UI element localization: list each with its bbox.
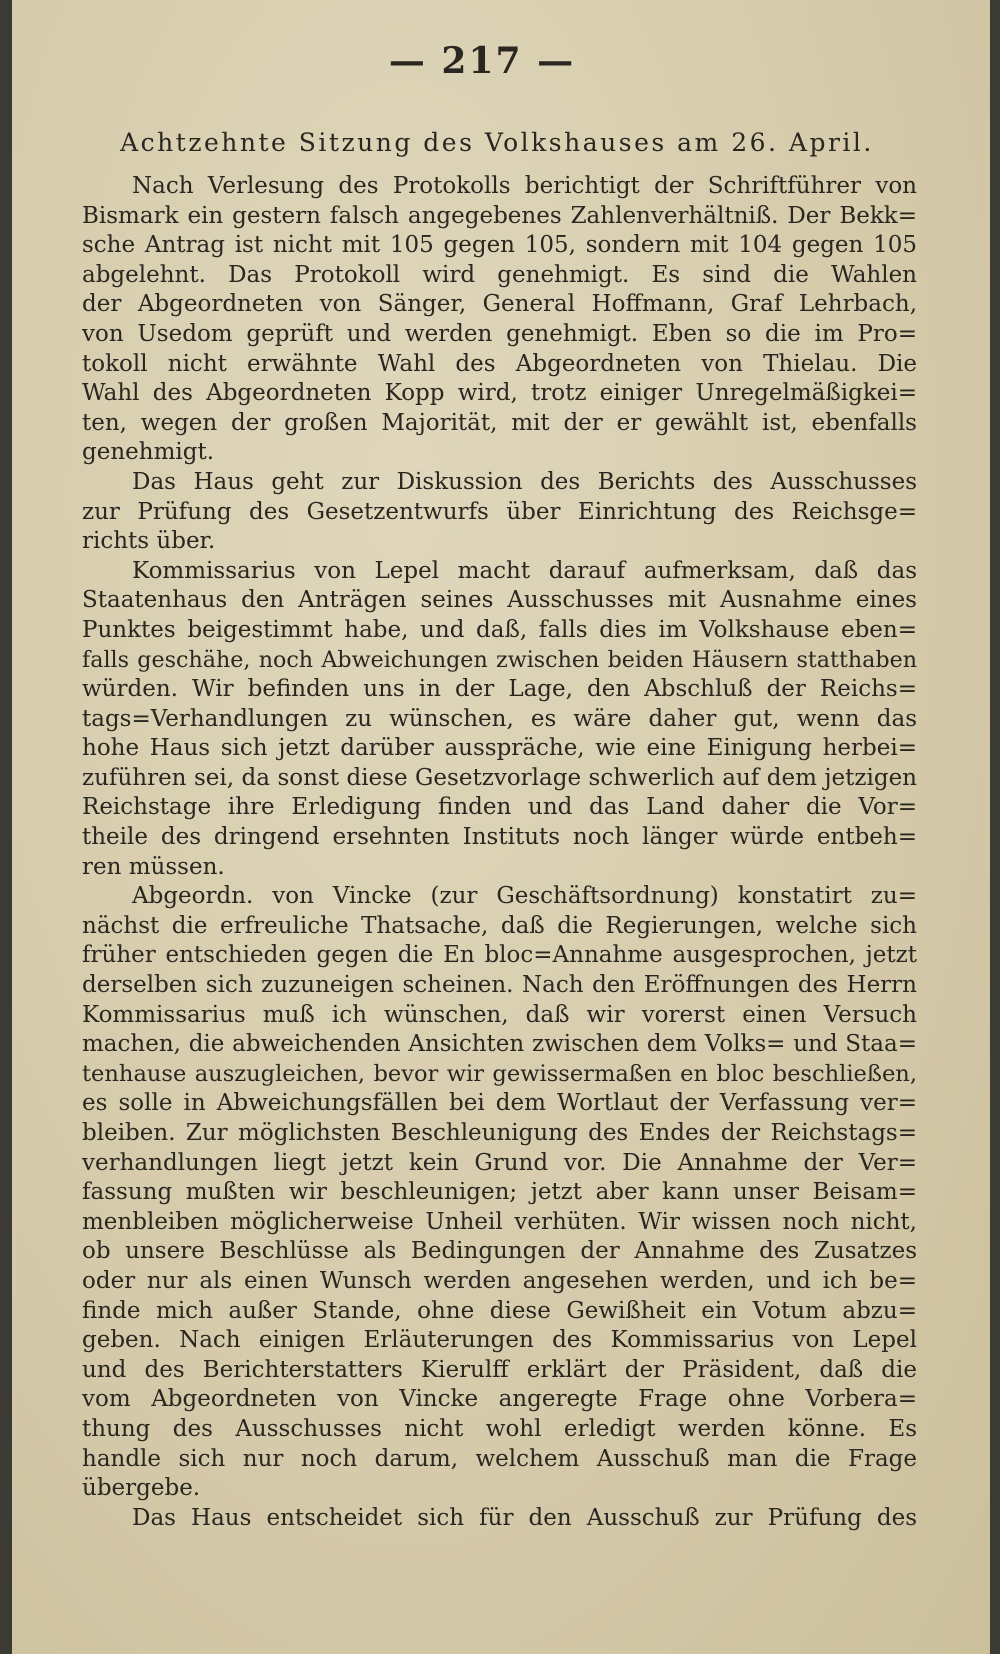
text-line: ob unsere Beschlüsse als Bedingungen der Annahme des Zusatzes [82,1238,917,1265]
text-line: Das Haus entscheidet sich für den Ausschuß zur Prüfung des [132,1504,917,1531]
text-line: Bismark ein gestern falsch angegebenes Zahlenverhältniß. Der Bekk= [82,202,917,229]
text-line: theile des dringend ersehnten Instituts noch länger würde entbeh= [82,824,917,851]
text-line: es solle in Abweichungsfällen bei dem Wortlaut der Verfassung ver= [82,1090,917,1117]
text-line: nächst die erfreuliche Thatsache, daß die Regierungen, welche sich [82,912,917,939]
text-line: handle sich nur noch darum, welchem Ausschuß man die Frage [82,1445,917,1472]
session-heading: Achtzehnte Sitzung des Volkshauses am 26. April. [120,128,874,157]
text-line: zuführen sei, da sonst diese Gesetzvorlage schwerlich auf dem jetzigen [82,764,917,791]
text-line: oder nur als einen Wunsch werden angesehen werden, und ich be= [82,1267,917,1294]
text-line: ren müssen. [82,853,225,880]
text-line: genehmigt. [82,439,215,466]
text-line: finde mich außer Stande, ohne diese Gewißheit ein Votum abzu= [82,1297,917,1324]
text-line: derselben sich zuzuneigen scheinen. Nach den Eröffnungen des Herrn [82,972,917,999]
text-line: bleiben. Zur möglichsten Beschleunigung des Endes der Reichstags= [82,1120,917,1146]
text-line: Abgeordn. von Vincke (zur Geschäftsordnung) konstatirt zu= [132,883,917,910]
text-line: Das Haus geht zur Diskussion des Berichts des Ausschusses [132,468,917,495]
text-line: Nach Verlesung des Protokolls berichtigt der Schriftführer von [132,173,917,199]
text-line: sche Antrag ist nicht mit 105 gegen 105, sondern mit 104 gegen 105 [82,232,917,259]
text-line: von Usedom geprüft und werden genehmigt. Eben so die im Pro= [82,320,917,347]
text-line: Staatenhaus den Anträgen seines Ausschusses mit Ausnahme eines [82,587,917,614]
text-line: machen, die abweichenden Ansichten zwischen dem Volks= und Staa= [82,1031,917,1058]
text-line: der Abgeordneten von Sänger, General Hoffmann, Graf Lehrbach, [82,291,917,318]
text-line: tokoll nicht erwähnte Wahl des Abgeordneten von Thielau. Die [82,350,917,377]
text-line: fassung mußten wir beschleunigen; jetzt aber kann unser Beisam= [82,1179,917,1206]
text-line: abgelehnt. Das Protokoll wird genehmigt. Es sind die Wahlen [82,261,917,288]
text-line: Wahl des Abgeordneten Kopp wird, trotz einiger Unregelmäßigkei= [82,380,917,407]
text-line: Punktes beigestimmt habe, und daß, falls dies im Volkshause eben= [82,616,917,643]
text-line: Reichstage ihre Erledigung finden und das Land daher die Vor= [82,794,917,821]
text-line: geben. Nach einigen Erläuterungen des Kommissarius von Lepel [82,1327,917,1354]
text-line: hohe Haus sich jetzt darüber ausspräche, wie eine Einigung herbei= [82,735,917,762]
text-line: menbleiben möglicherweise Unheil verhüten. Wir wissen noch nicht, [82,1208,917,1235]
text-line: zur Prüfung des Gesetzentwurfs über Einrichtung des Reichsge= [82,498,917,525]
text-line: thung des Ausschusses nicht wohl erledigt werden könne. Es [82,1415,917,1442]
body-text [82,172,917,1533]
text-line: würden. Wir befinden uns in der Lage, den Abschluß der Reichs= [82,676,917,703]
text-line: Kommissarius muß ich wünschen, daß wir vorerst einen Versuch [82,1001,917,1028]
text-line: übergebe. [82,1475,201,1502]
text-line: ten, wegen der großen Majorität, mit der er gewählt ist, ebenfalls [82,409,917,436]
text-line: tenhause auszugleichen, bevor wir gewissermaßen en bloc beschließen, [82,1060,917,1087]
text-line: richts über. [82,528,216,555]
text-line: früher entschieden gegen die En bloc=Annahme ausgesprochen, jetzt [82,942,917,969]
text-line: vom Abgeordneten von Vincke angeregte Frage ohne Vorbera= [82,1386,917,1413]
document-page [12,0,990,1654]
text-line: tags=Verhandlungen zu wünschen, es wäre daher gut, wenn das [82,705,917,732]
page-number: — 217 — [388,40,576,82]
text-line: Kommissarius von Lepel macht darauf aufmerksam, daß das [132,557,917,584]
text-line: verhandlungen liegt jetzt kein Grund vor. Die Annahme der Ver= [82,1149,917,1176]
text-line: und des Berichterstatters Kierulff erklärt der Präsident, daß die [82,1356,917,1383]
text-line: falls geschähe, noch Abweichungen zwischen beiden Häusern statthaben [82,646,917,673]
